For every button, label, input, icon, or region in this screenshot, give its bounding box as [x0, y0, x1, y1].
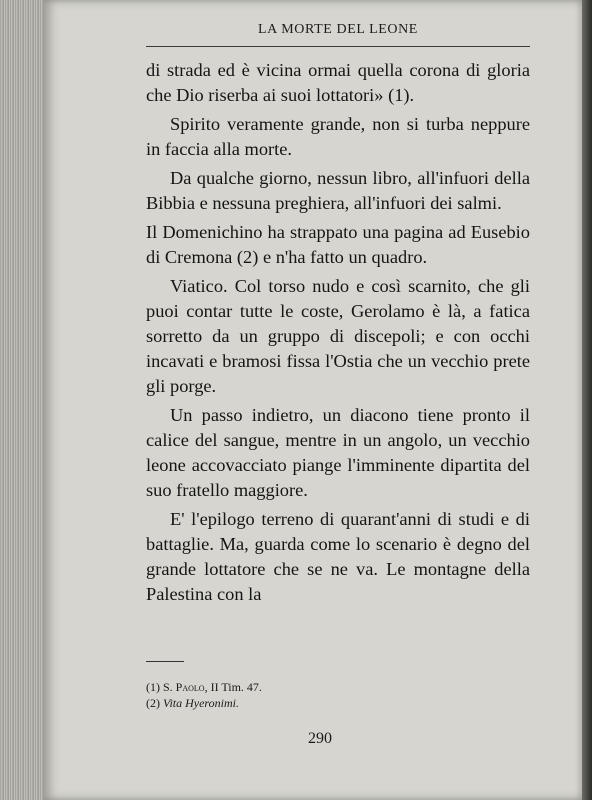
paragraph: E' l'epilogo terreno di quarant'anni di studi e di battaglie. Ma, guarda come lo scenario è degno del grande lottatore che se ne va. Le montagne della Palestina con la — [146, 509, 530, 604]
footnotes — [146, 679, 530, 711]
page-number: 290 — [308, 730, 332, 747]
footnote-2 — [146, 695, 530, 711]
paragraph: Un passo indietro, un diacono tiene pronto il calice del sangue, mentre in un angolo, un vecchio leone accovacciato piange l'imminente dipartita del suo fratello maggiore. — [146, 405, 530, 500]
book-gutter-shadow — [582, 0, 592, 800]
header-rule — [146, 46, 530, 47]
footnote-reference: , II Tim. 47. — [204, 680, 262, 694]
footnote-text: Vita Hyeronimi. — [163, 696, 239, 710]
paragraph: Spirito veramente grande, non si turba neppure in faccia alla morte. — [146, 114, 530, 159]
paragraph: Da qualche giorno, nessun libro, all'infuori della Bibbia e nessuna preghiera, all'infuori dei salmi. — [146, 168, 530, 213]
footnote-marker: (2) — [146, 696, 160, 710]
footnote-author: S. Paolo — [163, 680, 205, 694]
footnote-1 — [146, 679, 530, 695]
paragraph: Il Domenichino ha strappato una pagina ad Eusebio di Cremona (2) e n'ha fatto un quadro. — [146, 222, 530, 267]
footnote-rule — [146, 661, 184, 662]
footnote-marker: (1) — [146, 680, 160, 694]
paragraph: di strada ed è vicina ormai quella corona di gloria che Dio riserba ai suoi lottatori» (1). — [146, 60, 530, 105]
body-text — [146, 58, 530, 611]
paragraph: Viatico. Col torso nudo e così scarnito, che gli puoi contar tutte le coste, Gerolamo è là, a fatica sorretto da un gruppo di discepoli; e con occhi incavati e bramosi fissa l'Ostia che un vecchio prete gli porge. — [146, 276, 530, 396]
running-head: LA MORTE DEL LEONE — [258, 22, 418, 37]
